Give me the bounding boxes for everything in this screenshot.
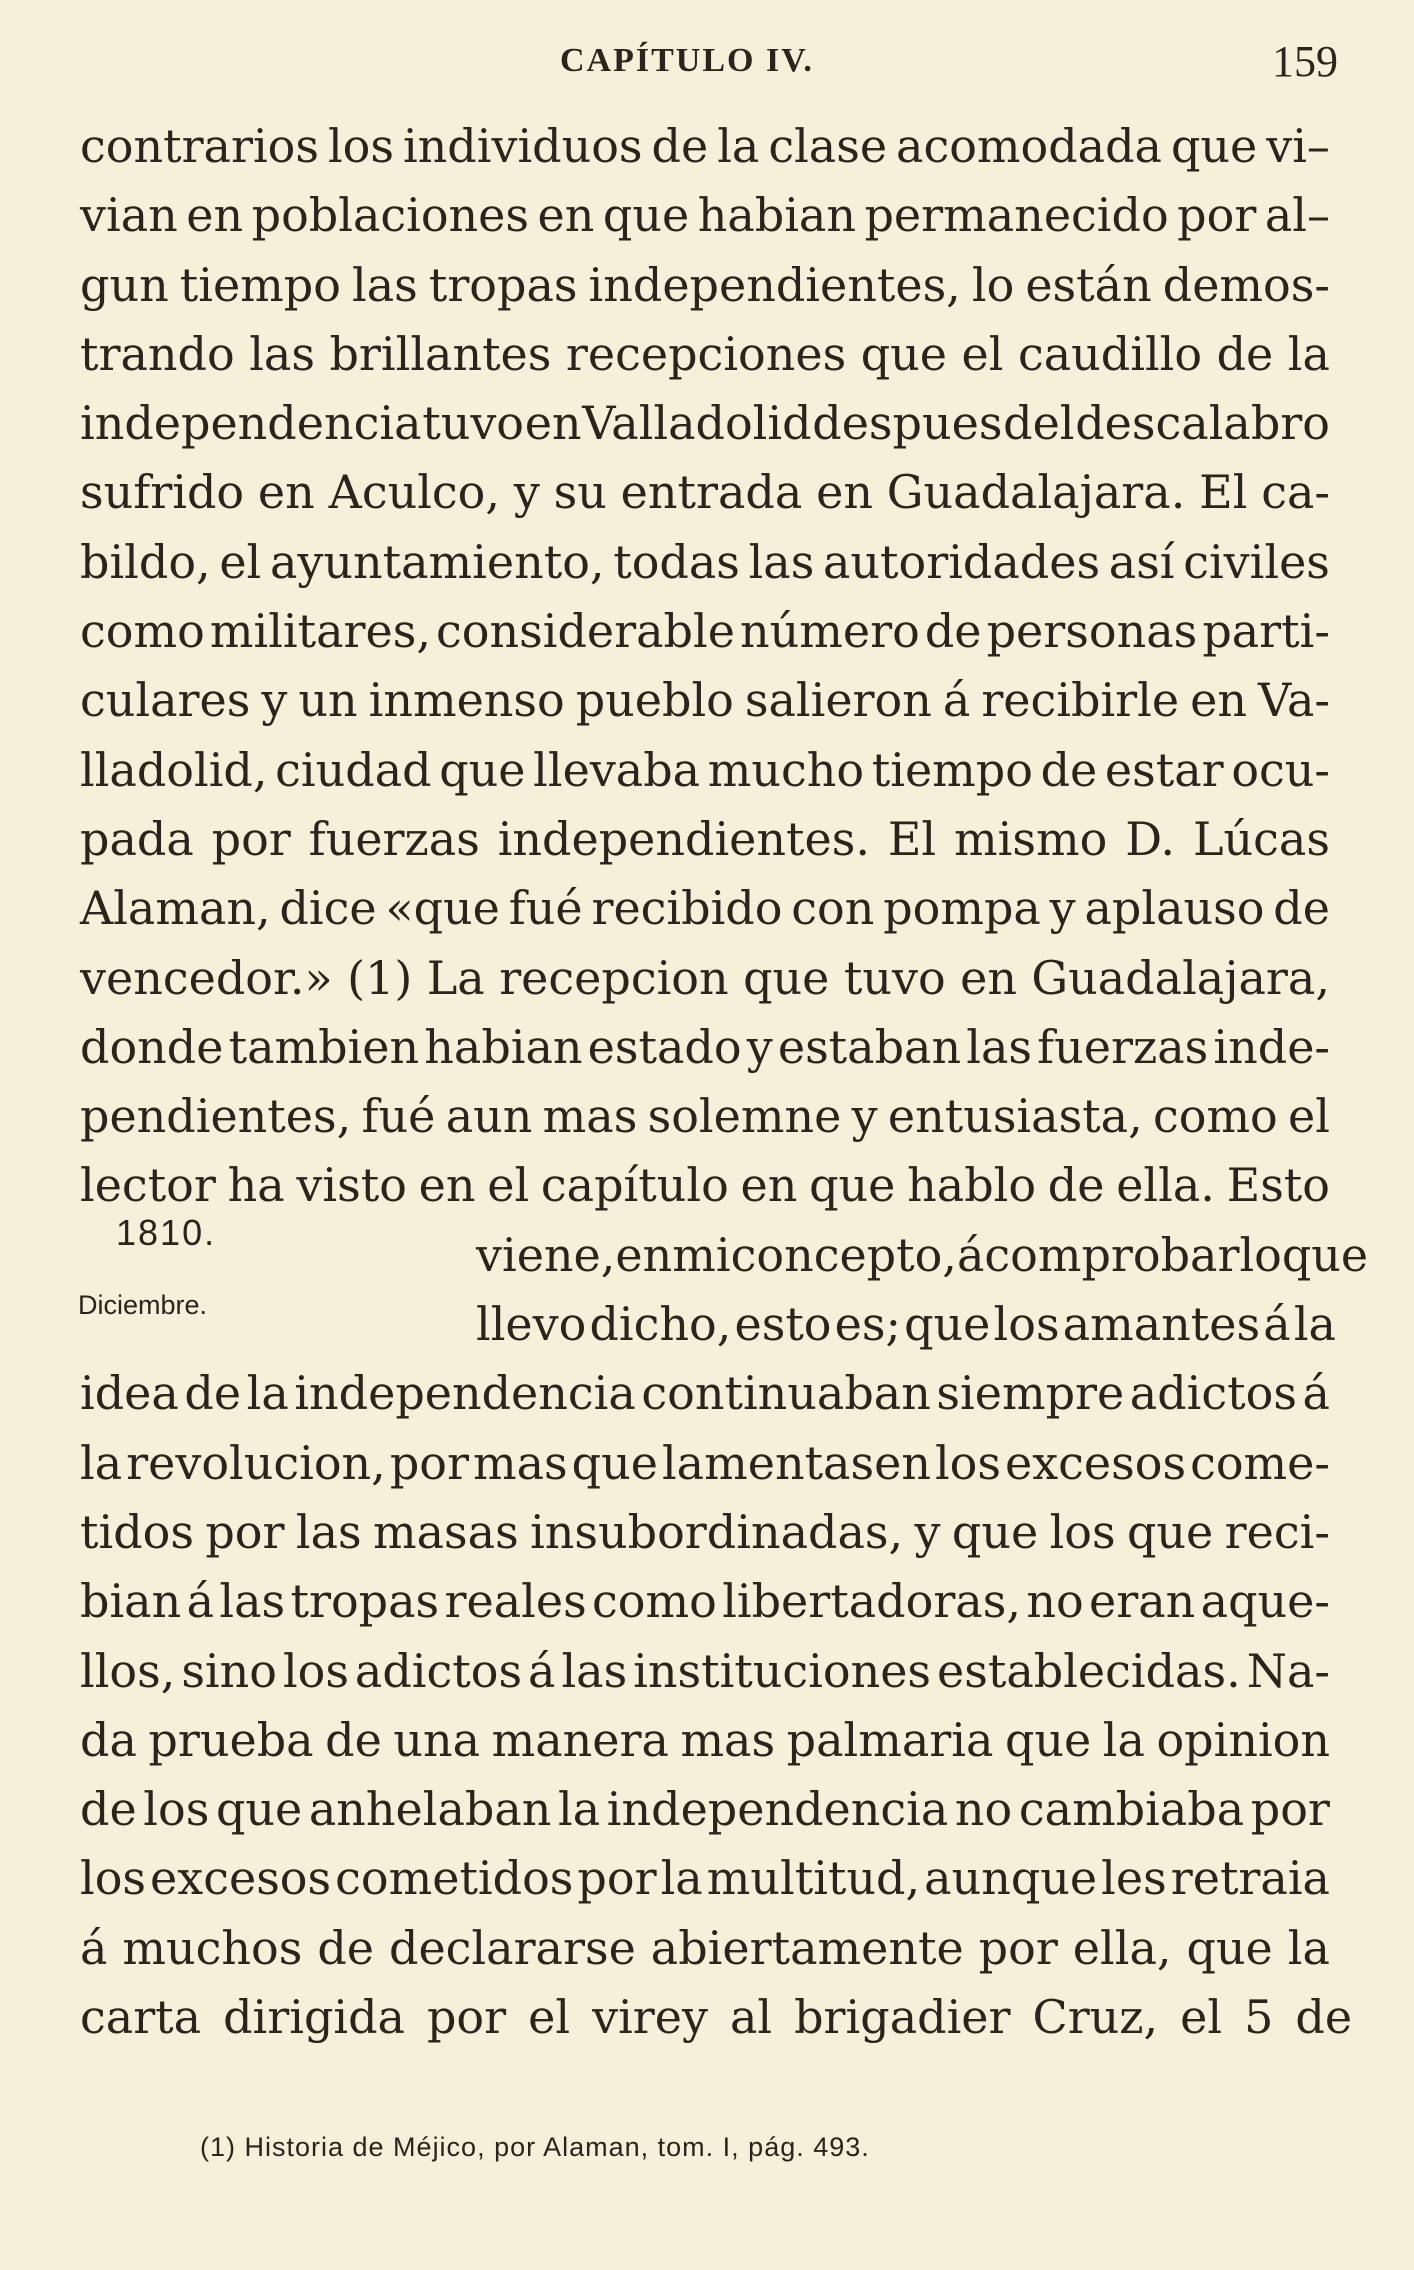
text-line: los excesos cometidos por la multitud, aunque les retraia: [80, 1851, 1330, 1906]
text-line: vencedor.» (1) La recepcion que tuvo en Guadalajara,: [80, 950, 1330, 1005]
text-line: independencia tuvo en Valladolid despues del descalabro: [80, 396, 1330, 451]
text-line: lector ha visto en el capítulo en que hablo de ella. Esto: [80, 1158, 1330, 1213]
text-line: bian á las tropas reales como libertadoras, no eran aque-: [80, 1574, 1330, 1629]
text-line: gun tiempo las tropas independientes, lo están demos-: [80, 257, 1330, 312]
text-line: como militares, considerable número de personas parti-: [80, 604, 1330, 659]
running-header: [0, 37, 1414, 92]
text-line: lladolid, ciudad que llevaba mucho tiempo de estar ocu-: [80, 742, 1330, 797]
chapter-title: CAPÍTULO IV.: [560, 42, 814, 79]
text-line: culares y un inmenso pueblo salieron á recibirle en Va-: [80, 673, 1330, 728]
text-line: á muchos de declararse abiertamente por ella, que la: [80, 1920, 1330, 1975]
marginal-month: Diciembre.: [78, 1290, 208, 1320]
text-line: bildo, el ayuntamiento, todas las autoridades así civiles: [80, 534, 1330, 589]
text-line: trando las brillantes recepciones que el caudillo de la: [80, 326, 1330, 381]
text-line: carta dirigida por el virey al brigadier Cruz, el 5 de: [80, 1990, 1353, 2045]
text-line: llevo dicho, esto es; que los amantes á la: [476, 1297, 1336, 1352]
text-line: sufrido en Aculco, y su entrada en Guadalajara. El ca-: [80, 465, 1330, 520]
footnote: (1) Historia de Méjico, por Alaman, tom. I, pág. 493.: [200, 2132, 870, 2162]
text-line: idea de la independencia continuaban siempre adictos á: [80, 1366, 1330, 1421]
text-line: de los que anhelaban la independencia no cambiaba por: [80, 1782, 1330, 1837]
marginal-year: 1810.: [116, 1212, 217, 1253]
text-line: tidos por las masas insubordinadas, y que los que reci-: [80, 1504, 1330, 1559]
text-line: pendientes, fué aun mas solemne y entusiasta, como el: [80, 1089, 1330, 1144]
text-line: Alaman, dice «que fué recibido con pompa y aplauso de: [80, 881, 1330, 936]
text-line: contrarios los individuos de la clase acomodada que vi–: [80, 119, 1330, 173]
body-text: [80, 112, 1369, 2052]
text-line: la revolucion, por mas que lamentasen los excesos come-: [80, 1435, 1330, 1490]
page-number: 159: [1272, 37, 1338, 86]
text-line: llos, sino los adictos á las instituciones establecidas. Na-: [80, 1643, 1330, 1698]
text-line: da prueba de una manera mas palmaria que la opinion: [80, 1712, 1330, 1767]
text-line: pada por fuerzas independientes. El mismo D. Lúcas: [80, 811, 1330, 866]
text-line: vian en poblaciones en que habian permanecido por al–: [80, 188, 1330, 243]
text-line: donde tambien habian estado y estaban las fuerzas inde-: [80, 1019, 1330, 1074]
text-line: viene, en mi concepto, á comprobar lo que: [476, 1227, 1369, 1282]
